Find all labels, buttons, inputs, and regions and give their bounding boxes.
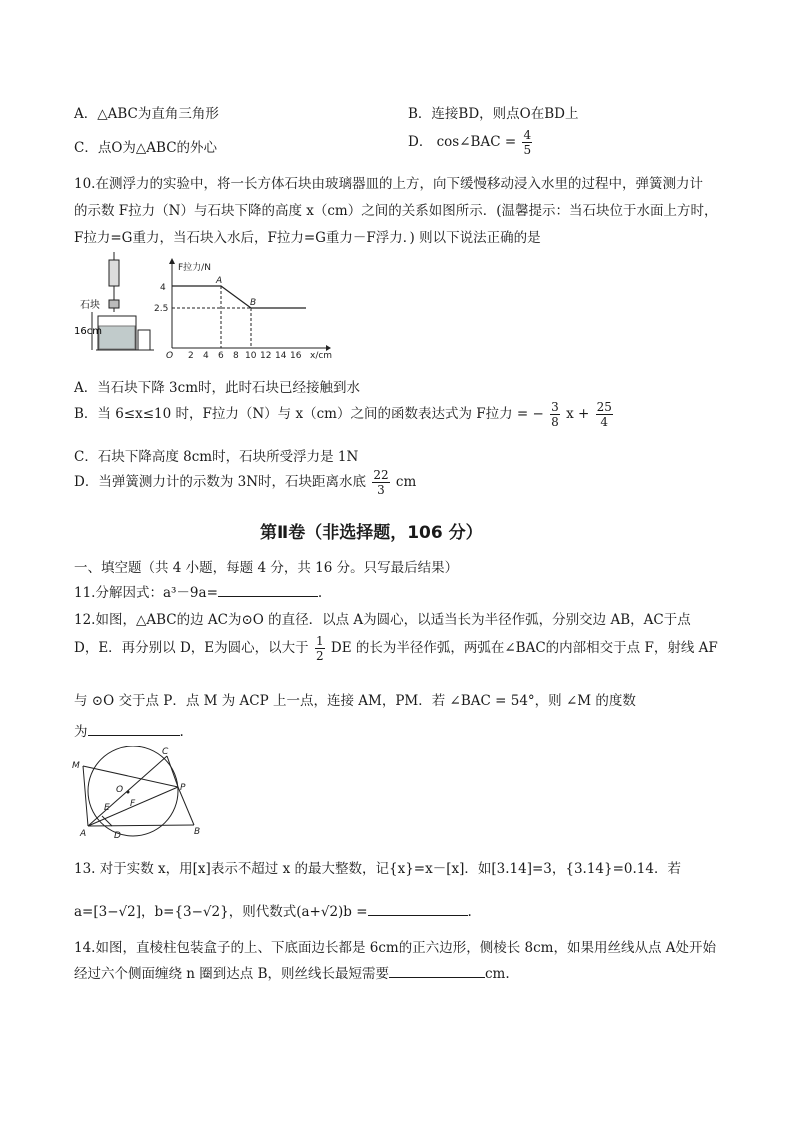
point-b-label: B	[250, 298, 257, 308]
y-tick-4: 4	[160, 283, 166, 293]
q11	[74, 581, 322, 601]
q10-option-b-fraction-1: $\frac{3}{8}$	[551, 400, 559, 429]
origin-label: O	[166, 351, 174, 361]
q12-line2-suffix: DE 的长为半径作弧，两弧在∠BAC的内部相交于点 F，射线 AF	[330, 640, 718, 656]
q10-line3: F拉力=G重力，当石块入水后，F拉力=G重力－F浮力．) 则以下说法正确的是	[74, 230, 541, 246]
q9-option-a: A．△ABC为直角三角形	[74, 106, 219, 122]
q11-answer-blank	[218, 583, 318, 597]
center-o-dot	[127, 791, 130, 794]
label-16cm: 16cm	[74, 326, 102, 337]
label-e: E	[104, 803, 110, 813]
q12-line3: 与 ⊙O 交于点 P．点 M 为 ACP 上一点，连接 AM，PM．若 ∠BAC = 54°，则 ∠M 的度数	[74, 693, 636, 709]
x-tick-14: 14	[275, 351, 287, 361]
q12-line2	[74, 634, 718, 663]
x-tick-10: 10	[245, 351, 257, 361]
q9-option-b: B．连接BD，则点O在BD上	[408, 106, 579, 122]
q14-answer-blank	[389, 964, 485, 978]
x-tick-6: 6	[218, 351, 224, 361]
q9-option-d-text: D． cos∠BAC =	[408, 134, 517, 150]
q12-line4-end: .	[179, 724, 184, 740]
x-tick-16: 16	[290, 351, 302, 361]
x-tick-12: 12	[260, 351, 272, 361]
q14-line2-end: cm.	[485, 966, 510, 982]
circle-o	[88, 746, 178, 836]
q12-figure	[70, 746, 210, 841]
q11-end: .	[317, 585, 323, 601]
q10-option-b	[74, 400, 615, 429]
x-tick-4: 4	[203, 351, 209, 361]
label-f: F	[130, 799, 136, 809]
point-a-label: A	[216, 276, 223, 286]
q10-option-b-text: B．当 6≤x≤10 时，F拉力（N）与 x（cm）之间的函数表达式为 F拉力 = −	[74, 406, 544, 422]
q10-option-a: A．当石块下降 3cm时，此时石块已经接触到水	[74, 380, 360, 396]
q13-answer-blank	[368, 902, 468, 916]
force-graph	[154, 258, 332, 361]
q10-option-b-mid: x +	[566, 406, 590, 422]
y-axis-label: F拉力/N	[178, 263, 211, 273]
q10-option-b-fraction-2: $\frac{25}{4}$	[596, 400, 612, 429]
part-heading: 一、填空题（共 4 小题，每题 4 分，共 16 分。只写最后结果）	[74, 560, 459, 576]
x-tick-2: 2	[188, 351, 194, 361]
q10-figure	[72, 250, 334, 362]
q10-option-d-unit: cm	[395, 474, 417, 490]
q10-option-d	[74, 468, 416, 497]
section-title: 第Ⅱ卷（非选择题，106 分）	[260, 523, 483, 543]
label-a: A	[80, 829, 87, 839]
label-o: O	[116, 785, 124, 795]
q14-line1: 14.如图，直棱柱包装盒子的上、下底面边长都是 6cm的正六边形，侧棱长 8cm，如果用丝线从点 A处开始	[74, 940, 716, 956]
q12-line2-prefix: D，E．再分别以 D，E为圆心，以大于	[74, 640, 309, 656]
q10-line1: 10.在测浮力的实验中，将一长方体石块由玻璃器皿的上方，向下缓慢移动浸入水里的过程中，弹簧测力计	[74, 176, 703, 192]
q13-line2-text: a=[3−√2]，b={3−√2}，则代数式(a+√2)b =	[74, 904, 368, 920]
segment-cp	[167, 756, 178, 787]
q11-text: 11.分解因式：a³－9a=	[74, 585, 218, 601]
q12-line1: 12.如图，△ABC的边 AC为⊙O 的直径．以点 A为圆心，以适当长为半径作弧，分别交边 AB，AC于点	[74, 612, 691, 628]
q10-option-d-fraction: $\frac{22}{3}$	[373, 468, 389, 497]
q13-line2-end: .	[467, 904, 472, 920]
segment-am	[83, 766, 88, 826]
x-axis-label: x/cm	[310, 351, 333, 361]
force-line	[172, 286, 306, 308]
q14-line2	[74, 962, 510, 982]
q12-line4-text: 为	[74, 724, 88, 740]
q10-option-c: C．石块下降高度 8cm时，石块所受浮力是 1N	[74, 449, 359, 465]
q9-option-d-fraction: $\frac{4}{5}$	[523, 128, 532, 157]
q14-line2-text: 经过六个侧面缠绕 n 圈到达点 B，则丝线长最短需要	[74, 966, 389, 982]
q13-line1: 13. 对于实数 x，用[x]表示不超过 x 的最大整数，记{x}=x－[x]．如[3.14]=3，{3.14}=0.14．若	[74, 861, 681, 877]
q12-fraction: $\frac{1}{2}$	[315, 634, 324, 663]
q10-option-d-text: D．当弹簧测力计的示数为 3N时，石块距离水底	[74, 474, 367, 490]
q12-answer-blank	[88, 722, 180, 736]
segment-pm	[83, 766, 178, 787]
q10-line2: 的示数 F拉力（N）与石块下降的高度 x（cm）之间的关系如图所示．(温馨提示：当石块位于水面上方时，	[74, 203, 718, 219]
q12-line4	[74, 720, 184, 740]
label-c: C	[162, 747, 169, 757]
q9-option-d	[408, 128, 534, 157]
label-stone: 石块	[80, 300, 100, 311]
label-p: P	[180, 783, 186, 793]
label-b: B	[194, 827, 201, 837]
x-tick-8: 8	[233, 351, 239, 361]
spring-scale-icon	[109, 252, 119, 312]
label-d: D	[114, 831, 121, 841]
y-tick-2-5: 2.5	[154, 304, 169, 314]
q9-option-c: C．点O为△ABC的外心	[74, 140, 218, 156]
q13-line2	[74, 900, 472, 920]
label-m: M	[72, 761, 80, 771]
